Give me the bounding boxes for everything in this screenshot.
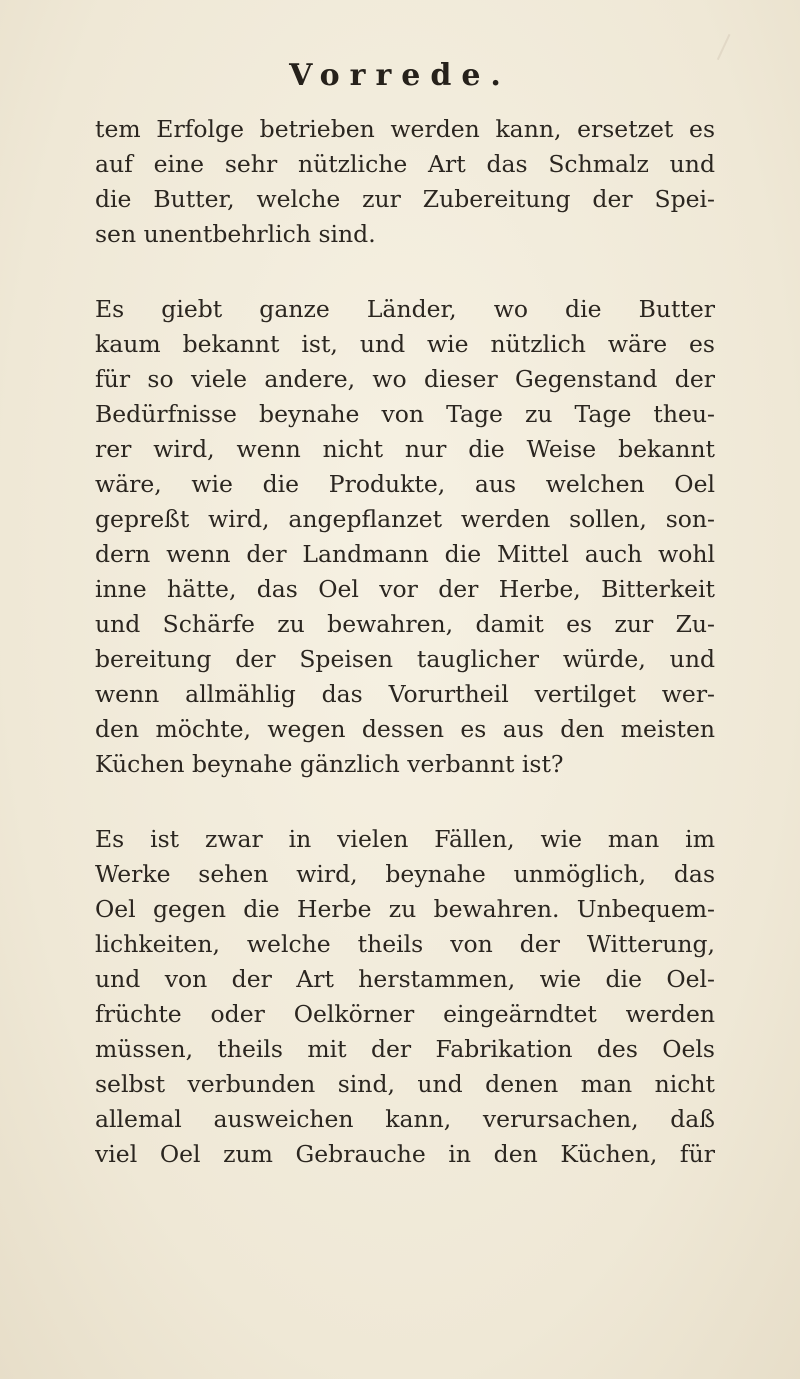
text-line: und Schärfe zu bewahren, damit es zur Zu- [95,610,715,638]
text-line: selbst verbunden sind, und denen man nicht [95,1070,715,1098]
text-line: wenn allmählig das Vorurtheil vertilget wer- [95,680,715,708]
text-line: viel Oel zum Gebrauche in den Küchen, für [95,1140,715,1168]
text-line: Es ist zwar in vielen Fällen, wie man im [95,825,715,853]
text-line: wäre, wie die Produkte, aus welchen Oel [95,470,715,498]
text-line: auf eine sehr nützliche Art das Schmalz und [95,150,715,178]
text-line: Bedürfnisse beynahe von Tage zu Tage theu- [95,400,715,428]
paragraph-3 [95,822,715,1172]
text-line: für so viele andere, wo dieser Gegenstand der [95,365,715,393]
text-line: Oel gegen die Herbe zu bewahren. Unbequem- [95,895,715,923]
text-line: und von der Art herstammen, wie die Oel- [95,965,715,993]
text-line: dern wenn der Landmann die Mittel auch wohl [95,540,715,568]
page-header: Vorrede. [289,58,511,93]
text-line: rer wird, wenn nicht nur die Weise bekannt [95,435,715,463]
text-line: allemal ausweichen kann, verursachen, daß [95,1105,715,1133]
paragraph-2 [95,292,715,782]
text-line: inne hätte, das Oel vor der Herbe, Bitterkeit [95,575,715,603]
body-text [95,112,715,1172]
text-line: tem Erfolge betrieben werden kann, ersetzet es [95,115,715,143]
text-line: bereitung der Speisen tauglicher würde, und [95,645,715,673]
text-line: kaum bekannt ist, und wie nützlich wäre es [95,330,715,358]
text-line: müssen, theils mit der Fabrikation des Oels [95,1035,715,1063]
text-line: gepreßt wird, angepflanzet werden sollen, son- [95,505,715,533]
text-line: Küchen beynahe gänzlich verbannt ist? [95,750,564,778]
text-line: Werke sehen wird, beynahe unmöglich, das [95,860,715,888]
text-line: lichkeiten, welche theils von der Witterung, [95,930,715,958]
text-line: die Butter, welche zur Zubereitung der Spei- [95,185,715,213]
paragraph-1 [95,112,715,252]
text-line: den möchte, wegen dessen es aus den meisten [95,715,715,743]
text-line: früchte oder Oelkörner eingeärndtet werden [95,1000,715,1028]
text-line: sen unentbehrlich sind. [95,220,376,248]
text-line: Es giebt ganze Länder, wo die Butter [95,295,715,323]
